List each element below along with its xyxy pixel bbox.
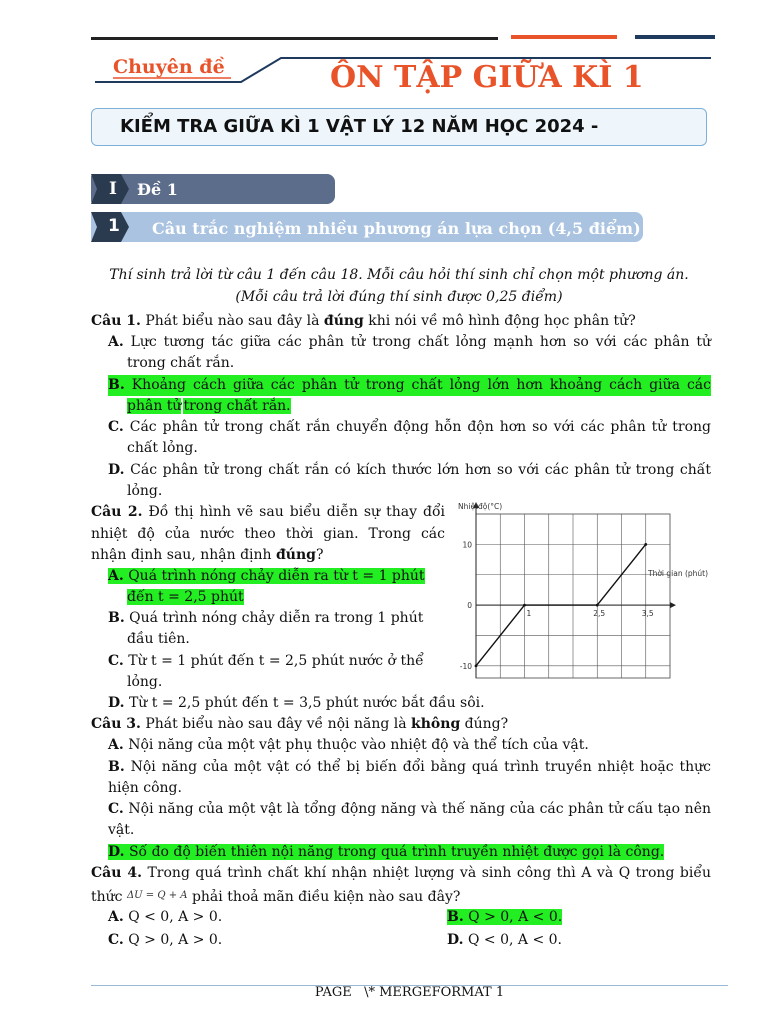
chart-xlabel: Thời gian (phút) bbox=[648, 569, 709, 578]
y-tick-label: 10 bbox=[462, 540, 472, 550]
q1-option-b-correct: B. Khoảng cách giữa các phân tử trong chất lỏng lớn hơn khoảng cách giữa các bbox=[108, 375, 711, 396]
q4-option-d: D. Q < 0, A < 0. bbox=[447, 932, 562, 948]
q1-option-d-cont: lỏng. bbox=[127, 483, 163, 499]
instruction-line-2: (Mỗi câu trả lời đúng thí sinh được 0,25 điểm) bbox=[235, 289, 563, 305]
question-4: Câu 4. Trong quá trình chất khí nhận nhiệt lượng và sinh công thì A và Q trong biểu bbox=[91, 865, 711, 881]
q1-option-c-cont: chất lỏng. bbox=[127, 440, 198, 456]
x-tick-label: 2,5 bbox=[593, 609, 606, 619]
q4-option-c: C. Q > 0, A > 0. bbox=[108, 932, 223, 948]
chart-ylabel: Nhiệtđộ(°C) bbox=[458, 502, 503, 511]
x-tick-label: 3,5 bbox=[641, 609, 654, 619]
question-2-line3: nhận định sau, nhận định đúng? bbox=[91, 547, 324, 563]
q1-option-a-cont: trong chất rắn. bbox=[127, 355, 235, 371]
data-point bbox=[644, 543, 647, 546]
q2-option-c: C. Từ t = 1 phút đến t = 2,5 phút nước ở thể bbox=[108, 653, 424, 669]
q2-option-d: D. Từ t = 2,5 phút đến t = 3,5 phút nước bắt đầu sôi. bbox=[108, 695, 485, 711]
question-2-line2: nhiệt độ của nước theo thời gian. Trong các bbox=[91, 526, 445, 542]
q2-option-a-cont: đến t = 2,5 phút bbox=[127, 589, 244, 605]
question-1: Câu 1. Phát biểu nào sau đây là đúng khi nói về mô hình động học phân tử? bbox=[91, 313, 636, 329]
temperature-time-chart bbox=[452, 497, 709, 687]
question-4-line2: thức $^{\Delta U = Q + A}$ phải thoả mãn điều kiện nào sau đây? bbox=[91, 889, 461, 905]
q3-option-c-cont: vật. bbox=[108, 822, 135, 838]
data-point bbox=[596, 604, 599, 607]
q1-option-b-cont: phân tử trong chất rắn. bbox=[127, 398, 291, 414]
instruction-line-1: Thí sinh trả lời từ câu 1 đến câu 18. Mỗi câu hỏi thí sinh chỉ chọn một phương án. bbox=[109, 267, 689, 283]
question-1-label: Câu 1. bbox=[91, 313, 141, 329]
q1-option-c: C. Các phân tử trong chất rắn chuyển động hỗn độn hơn so với các phân tử trong bbox=[108, 419, 711, 435]
question-4-label: Câu 4. bbox=[91, 865, 142, 881]
q1-option-d: D. Các phân tử trong chất rắn có kích thước lớn hơn so với các phân tử trong chất bbox=[108, 462, 711, 478]
q4-option-a: A. Q < 0, A > 0. bbox=[108, 909, 223, 925]
question-3-label: Câu 3. bbox=[91, 716, 141, 732]
data-point bbox=[523, 604, 526, 607]
q3-option-a: A. Nội năng của một vật phụ thuộc vào nhiệt độ và thể tích của vật. bbox=[108, 737, 589, 753]
q3-option-b-cont: hiện công. bbox=[108, 780, 182, 796]
section-numeral: I bbox=[109, 179, 117, 199]
subsection-title: Câu trắc nghiệm nhiều phương án lựa chọn (4,5 điểm) bbox=[152, 219, 641, 238]
topic-label: Chuyên đề bbox=[113, 56, 225, 78]
header-rule-orange bbox=[511, 35, 617, 39]
data-point bbox=[475, 664, 478, 667]
formula: ΔU = Q + A bbox=[126, 890, 188, 901]
chart-grid bbox=[476, 514, 670, 678]
header-rule-dark bbox=[91, 37, 498, 40]
q2-option-a-correct: A. Quá trình nóng chảy diễn ra từ t = 1 phút bbox=[108, 568, 425, 584]
q2-option-b: B. Quá trình nóng chảy diễn ra trong 1 phút bbox=[108, 610, 424, 626]
q2-option-b-cont: đầu tiên. bbox=[127, 631, 190, 647]
x-axis-arrow bbox=[670, 602, 676, 608]
page-footer: PAGE \* MERGEFORMAT 1 bbox=[314, 985, 505, 1000]
main-title: ÔN TẬP GIỮA KÌ 1 bbox=[330, 60, 644, 95]
y-tick-label: -10 bbox=[459, 661, 472, 671]
q3-option-d-correct: D. Số đo độ biến thiên nội năng trong quá trình truyền nhiệt được gọi là công. bbox=[108, 844, 665, 860]
y-tick-label: 0 bbox=[467, 601, 472, 611]
exam-banner bbox=[91, 108, 707, 146]
question-2: Câu 2. Đồ thị hình vẽ sau biểu diễn sự thay đổi bbox=[91, 504, 445, 520]
header-rule-navy bbox=[635, 35, 715, 39]
question-2-label: Câu 2. bbox=[91, 504, 143, 520]
q3-option-b: B. Nội năng của một vật có thể bị biến đổi bằng quá trình truyền nhiệt hoặc thực bbox=[108, 759, 711, 775]
subsection-number: 1 bbox=[108, 216, 120, 236]
question-3: Câu 3. Phát biểu nào sau đây về nội năng là không đúng? bbox=[91, 716, 509, 732]
section-title: Đề 1 bbox=[137, 180, 178, 199]
q1-option-a: A. Lực tương tác giữa các phân tử trong chất lỏng mạnh hơn so với các phân tử bbox=[108, 334, 711, 350]
q3-option-c: C. Nội năng của một vật là tổng động năng và thế năng của các phân tử cấu tạo nên bbox=[108, 801, 711, 817]
q4-option-b-correct: B. Q > 0, A < 0. bbox=[447, 909, 563, 925]
x-tick-label: 1 bbox=[526, 609, 532, 619]
q2-option-c-cont: lỏng. bbox=[127, 674, 163, 690]
exam-banner-text: KIỂM TRA GIỮA KÌ 1 VẬT LÝ 12 NĂM HỌC 2024 - bbox=[120, 116, 599, 137]
